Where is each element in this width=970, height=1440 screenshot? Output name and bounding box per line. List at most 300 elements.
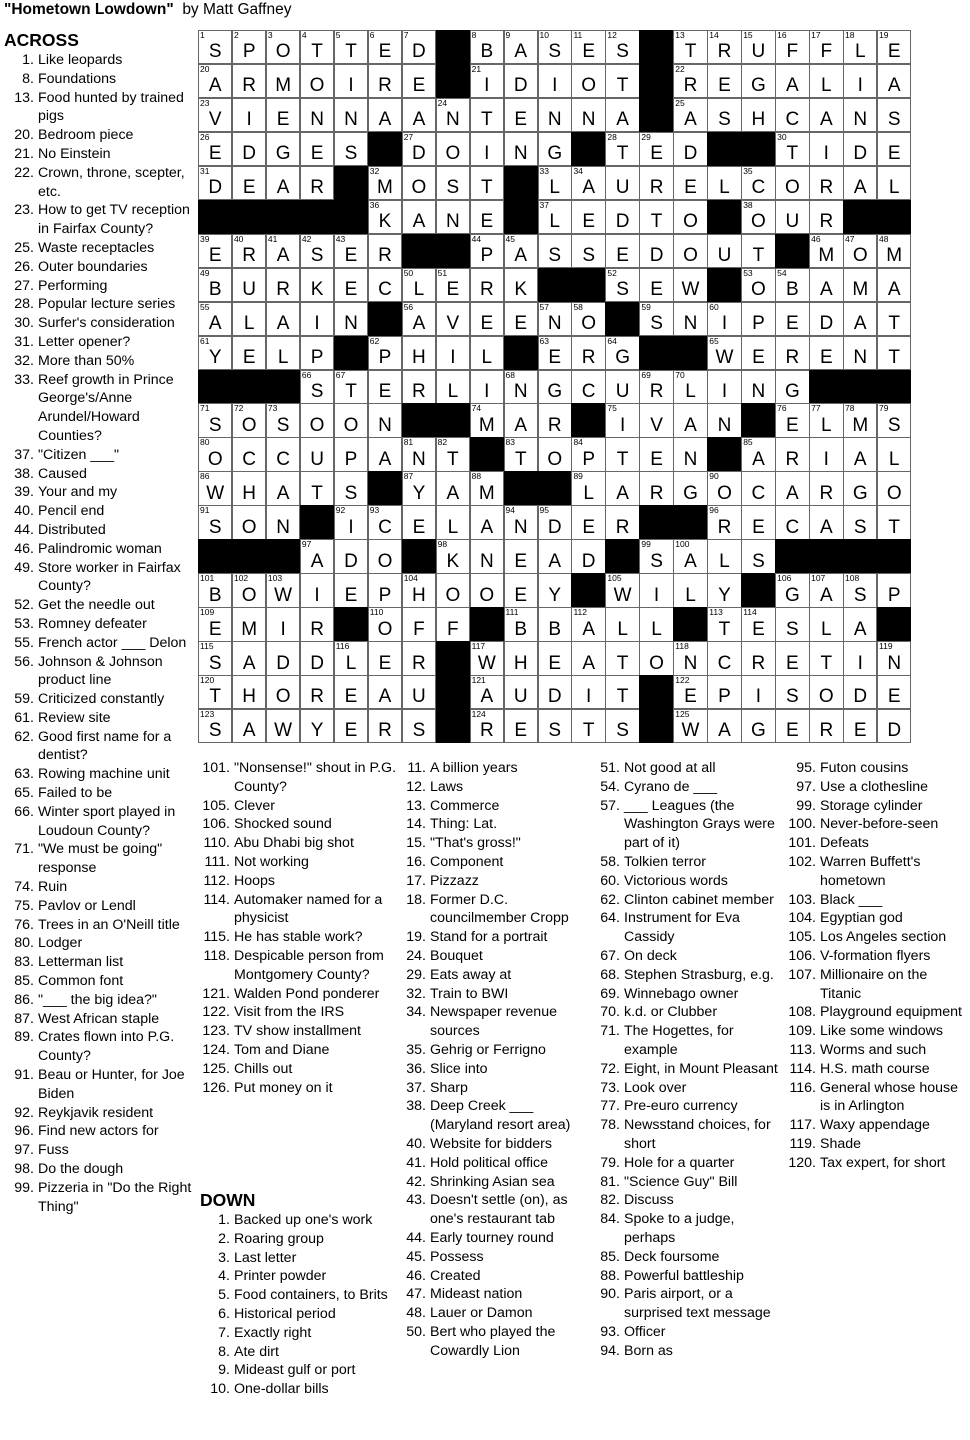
grid-cell[interactable] [673,471,707,505]
grid-cell[interactable] [334,302,368,336]
grid-cell[interactable] [266,64,300,98]
grid-cell[interactable] [843,437,877,471]
grid-cell[interactable] [402,98,436,132]
grid-cell[interactable] [741,98,775,132]
grid-cell[interactable] [402,268,436,302]
grid-cell[interactable] [504,370,538,404]
grid-cell[interactable] [571,675,605,709]
grid-cell[interactable] [809,471,843,505]
grid-cell[interactable] [266,98,300,132]
grid-cell[interactable] [368,370,402,404]
grid-cell[interactable] [707,336,741,370]
grid-cell[interactable] [639,403,673,437]
grid-cell[interactable] [198,607,232,641]
grid-cell[interactable] [639,200,673,234]
grid-cell[interactable] [605,336,639,370]
grid-cell[interactable] [470,403,504,437]
grid-cell[interactable] [809,607,843,641]
grid-cell[interactable] [198,98,232,132]
grid-cell[interactable] [843,302,877,336]
grid-cell[interactable] [198,302,232,336]
grid-cell[interactable] [639,166,673,200]
grid-cell[interactable] [470,539,504,573]
grid-cell[interactable] [741,437,775,471]
grid-cell[interactable] [266,607,300,641]
grid-cell[interactable] [741,709,775,743]
grid-cell[interactable] [605,64,639,98]
grid-cell[interactable] [504,607,538,641]
grid-cell[interactable] [232,573,266,607]
grid-cell[interactable] [266,709,300,743]
grid-cell[interactable] [470,336,504,370]
grid-cell[interactable] [605,30,639,64]
grid-cell[interactable] [673,675,707,709]
grid-cell[interactable] [707,403,741,437]
grid-cell[interactable] [436,471,470,505]
grid-cell[interactable] [368,641,402,675]
grid-cell[interactable] [368,336,402,370]
grid-cell[interactable] [639,471,673,505]
grid-cell[interactable] [809,166,843,200]
grid-cell[interactable] [571,709,605,743]
grid-cell[interactable] [775,641,809,675]
grid-cell[interactable] [605,641,639,675]
grid-cell[interactable] [300,302,334,336]
grid-cell[interactable] [232,709,266,743]
grid-cell[interactable] [673,200,707,234]
grid-cell[interactable] [843,607,877,641]
grid-cell[interactable] [809,268,843,302]
grid-cell[interactable] [232,64,266,98]
grid-cell[interactable] [538,370,572,404]
grid-cell[interactable] [334,403,368,437]
grid-cell[interactable] [198,573,232,607]
grid-cell[interactable] [571,437,605,471]
grid-cell[interactable] [266,268,300,302]
grid-cell[interactable] [232,98,266,132]
grid-cell[interactable] [300,437,334,471]
grid-cell[interactable] [877,403,911,437]
grid-cell[interactable] [300,268,334,302]
grid-cell[interactable] [877,98,911,132]
grid-cell[interactable] [741,505,775,539]
grid-cell[interactable] [368,64,402,98]
grid-cell[interactable] [843,675,877,709]
grid-cell[interactable] [707,709,741,743]
grid-cell[interactable] [571,302,605,336]
grid-cell[interactable] [300,336,334,370]
grid-cell[interactable] [538,641,572,675]
grid-cell[interactable] [741,268,775,302]
grid-cell[interactable] [571,64,605,98]
grid-cell[interactable] [843,641,877,675]
grid-cell[interactable] [402,675,436,709]
grid-cell[interactable] [504,675,538,709]
grid-cell[interactable] [538,132,572,166]
grid-cell[interactable] [402,370,436,404]
grid-cell[interactable] [741,607,775,641]
grid-cell[interactable] [266,573,300,607]
grid-cell[interactable] [402,709,436,743]
grid-cell[interactable] [368,573,402,607]
grid-cell[interactable] [334,505,368,539]
grid-cell[interactable] [605,403,639,437]
grid-cell[interactable] [368,166,402,200]
grid-cell[interactable] [436,268,470,302]
grid-cell[interactable] [538,573,572,607]
grid-cell[interactable] [707,675,741,709]
grid-cell[interactable] [232,505,266,539]
grid-cell[interactable] [504,64,538,98]
grid-cell[interactable] [266,403,300,437]
grid-cell[interactable] [504,234,538,268]
grid-cell[interactable] [877,573,911,607]
grid-cell[interactable] [402,437,436,471]
grid-cell[interactable] [402,30,436,64]
grid-cell[interactable] [300,132,334,166]
grid-cell[interactable] [266,641,300,675]
grid-cell[interactable] [673,641,707,675]
grid-cell[interactable] [877,709,911,743]
grid-cell[interactable] [538,437,572,471]
grid-cell[interactable] [707,573,741,607]
grid-cell[interactable] [300,539,334,573]
grid-cell[interactable] [673,403,707,437]
grid-cell[interactable] [504,539,538,573]
grid-cell[interactable] [605,675,639,709]
grid-cell[interactable] [402,200,436,234]
grid-cell[interactable] [775,403,809,437]
grid-cell[interactable] [334,539,368,573]
grid-cell[interactable] [639,641,673,675]
grid-cell[interactable] [198,336,232,370]
grid-cell[interactable] [605,471,639,505]
grid-cell[interactable] [877,641,911,675]
grid-cell[interactable] [368,403,402,437]
grid-cell[interactable] [368,30,402,64]
grid-cell[interactable] [673,370,707,404]
grid-cell[interactable] [843,709,877,743]
grid-cell[interactable] [707,234,741,268]
grid-cell[interactable] [402,641,436,675]
grid-cell[interactable] [504,302,538,336]
grid-cell[interactable] [741,370,775,404]
grid-cell[interactable] [198,132,232,166]
grid-cell[interactable] [436,539,470,573]
grid-cell[interactable] [368,709,402,743]
grid-cell[interactable] [266,234,300,268]
grid-cell[interactable] [538,234,572,268]
grid-cell[interactable] [571,471,605,505]
grid-cell[interactable] [775,370,809,404]
grid-cell[interactable] [877,234,911,268]
grid-cell[interactable] [877,64,911,98]
grid-cell[interactable] [300,607,334,641]
grid-cell[interactable] [877,132,911,166]
grid-cell[interactable] [538,607,572,641]
grid-cell[interactable] [843,471,877,505]
grid-cell[interactable] [741,471,775,505]
grid-cell[interactable] [571,234,605,268]
grid-cell[interactable] [232,234,266,268]
grid-cell[interactable] [300,30,334,64]
grid-cell[interactable] [402,607,436,641]
grid-cell[interactable] [639,607,673,641]
grid-cell[interactable] [809,437,843,471]
grid-cell[interactable] [571,370,605,404]
grid-cell[interactable] [232,302,266,336]
grid-cell[interactable] [198,234,232,268]
grid-cell[interactable] [232,607,266,641]
grid-cell[interactable] [300,370,334,404]
grid-cell[interactable] [809,641,843,675]
grid-cell[interactable] [232,336,266,370]
grid-cell[interactable] [877,302,911,336]
grid-cell[interactable] [639,539,673,573]
grid-cell[interactable] [775,268,809,302]
grid-cell[interactable] [402,336,436,370]
grid-cell[interactable] [639,437,673,471]
grid-cell[interactable] [436,302,470,336]
grid-cell[interactable] [470,641,504,675]
crossword-grid[interactable] [198,30,911,743]
grid-cell[interactable] [300,98,334,132]
grid-cell[interactable] [504,132,538,166]
grid-cell[interactable] [605,268,639,302]
grid-cell[interactable] [334,675,368,709]
grid-cell[interactable] [334,370,368,404]
grid-cell[interactable] [266,471,300,505]
grid-cell[interactable] [741,200,775,234]
grid-cell[interactable] [877,675,911,709]
grid-cell[interactable] [402,64,436,98]
grid-cell[interactable] [232,166,266,200]
grid-cell[interactable] [707,607,741,641]
grid-cell[interactable] [266,166,300,200]
grid-cell[interactable] [470,200,504,234]
grid-cell[interactable] [571,641,605,675]
grid-cell[interactable] [402,471,436,505]
grid-cell[interactable] [402,573,436,607]
grid-cell[interactable] [741,675,775,709]
grid-cell[interactable] [809,132,843,166]
grid-cell[interactable] [300,64,334,98]
grid-cell[interactable] [571,98,605,132]
grid-cell[interactable] [300,471,334,505]
grid-cell[interactable] [707,30,741,64]
grid-cell[interactable] [673,132,707,166]
grid-cell[interactable] [300,403,334,437]
grid-cell[interactable] [538,302,572,336]
grid-cell[interactable] [809,98,843,132]
grid-cell[interactable] [809,675,843,709]
grid-cell[interactable] [436,437,470,471]
grid-cell[interactable] [504,30,538,64]
grid-cell[interactable] [707,471,741,505]
grid-cell[interactable] [504,98,538,132]
grid-cell[interactable] [809,709,843,743]
grid-cell[interactable] [470,709,504,743]
grid-cell[interactable] [673,437,707,471]
grid-cell[interactable] [639,370,673,404]
grid-cell[interactable] [775,166,809,200]
grid-cell[interactable] [436,132,470,166]
grid-cell[interactable] [266,132,300,166]
grid-cell[interactable] [877,30,911,64]
grid-cell[interactable] [605,200,639,234]
grid-cell[interactable] [504,268,538,302]
grid-cell[interactable] [198,166,232,200]
grid-cell[interactable] [504,641,538,675]
grid-cell[interactable] [470,64,504,98]
grid-cell[interactable] [504,505,538,539]
grid-cell[interactable] [198,268,232,302]
grid-cell[interactable] [334,30,368,64]
grid-cell[interactable] [809,403,843,437]
grid-cell[interactable] [334,64,368,98]
grid-cell[interactable] [843,403,877,437]
grid-cell[interactable] [877,437,911,471]
grid-cell[interactable] [775,30,809,64]
grid-cell[interactable] [334,437,368,471]
grid-cell[interactable] [538,709,572,743]
grid-cell[interactable] [775,132,809,166]
grid-cell[interactable] [470,166,504,200]
grid-cell[interactable] [436,607,470,641]
grid-cell[interactable] [402,132,436,166]
grid-cell[interactable] [538,403,572,437]
grid-cell[interactable] [538,98,572,132]
grid-cell[interactable] [538,30,572,64]
grid-cell[interactable] [504,573,538,607]
grid-cell[interactable] [673,166,707,200]
grid-cell[interactable] [673,30,707,64]
grid-cell[interactable] [843,64,877,98]
grid-cell[interactable] [538,336,572,370]
grid-cell[interactable] [775,336,809,370]
grid-cell[interactable] [877,505,911,539]
grid-cell[interactable] [843,573,877,607]
grid-cell[interactable] [538,505,572,539]
grid-cell[interactable] [809,200,843,234]
grid-cell[interactable] [504,403,538,437]
grid-cell[interactable] [470,675,504,709]
grid-cell[interactable] [470,30,504,64]
grid-cell[interactable] [571,539,605,573]
grid-cell[interactable] [673,64,707,98]
grid-cell[interactable] [368,437,402,471]
grid-cell[interactable] [741,539,775,573]
grid-cell[interactable] [741,302,775,336]
grid-cell[interactable] [741,64,775,98]
grid-cell[interactable] [877,336,911,370]
grid-cell[interactable] [775,437,809,471]
grid-cell[interactable] [198,709,232,743]
grid-cell[interactable] [538,166,572,200]
grid-cell[interactable] [368,607,402,641]
grid-cell[interactable] [571,200,605,234]
grid-cell[interactable] [368,200,402,234]
grid-cell[interactable] [334,471,368,505]
grid-cell[interactable] [639,132,673,166]
grid-cell[interactable] [470,573,504,607]
grid-cell[interactable] [571,30,605,64]
grid-cell[interactable] [538,64,572,98]
grid-cell[interactable] [266,30,300,64]
grid-cell[interactable] [368,234,402,268]
grid-cell[interactable] [673,234,707,268]
grid-cell[interactable] [775,607,809,641]
grid-cell[interactable] [198,471,232,505]
grid-cell[interactable] [470,471,504,505]
grid-cell[interactable] [504,709,538,743]
grid-cell[interactable] [266,437,300,471]
grid-cell[interactable] [707,302,741,336]
grid-cell[interactable] [436,573,470,607]
grid-cell[interactable] [470,98,504,132]
grid-cell[interactable] [673,709,707,743]
grid-cell[interactable] [368,98,402,132]
grid-cell[interactable] [605,607,639,641]
grid-cell[interactable] [843,336,877,370]
grid-cell[interactable] [707,98,741,132]
grid-cell[interactable] [605,437,639,471]
grid-cell[interactable] [639,268,673,302]
grid-cell[interactable] [843,505,877,539]
grid-cell[interactable] [368,675,402,709]
grid-cell[interactable] [436,505,470,539]
grid-cell[interactable] [402,166,436,200]
grid-cell[interactable] [300,641,334,675]
grid-cell[interactable] [198,675,232,709]
grid-cell[interactable] [368,505,402,539]
grid-cell[interactable] [232,30,266,64]
grid-cell[interactable] [436,336,470,370]
grid-cell[interactable] [470,132,504,166]
grid-cell[interactable] [402,505,436,539]
grid-cell[interactable] [232,675,266,709]
grid-cell[interactable] [605,573,639,607]
grid-cell[interactable] [673,302,707,336]
grid-cell[interactable] [300,234,334,268]
grid-cell[interactable] [809,302,843,336]
grid-cell[interactable] [843,234,877,268]
grid-cell[interactable] [266,336,300,370]
grid-cell[interactable] [707,539,741,573]
grid-cell[interactable] [571,166,605,200]
grid-cell[interactable] [639,234,673,268]
grid-cell[interactable] [843,98,877,132]
grid-cell[interactable] [436,200,470,234]
grid-cell[interactable] [605,370,639,404]
grid-cell[interactable] [300,675,334,709]
grid-cell[interactable] [266,675,300,709]
grid-cell[interactable] [334,234,368,268]
grid-cell[interactable] [266,505,300,539]
grid-cell[interactable] [538,675,572,709]
grid-cell[interactable] [775,302,809,336]
grid-cell[interactable] [470,268,504,302]
grid-cell[interactable] [843,132,877,166]
grid-cell[interactable] [470,302,504,336]
grid-cell[interactable] [232,268,266,302]
grid-cell[interactable] [334,641,368,675]
grid-cell[interactable] [266,302,300,336]
grid-cell[interactable] [673,573,707,607]
grid-cell[interactable] [232,641,266,675]
grid-cell[interactable] [809,336,843,370]
grid-cell[interactable] [775,675,809,709]
